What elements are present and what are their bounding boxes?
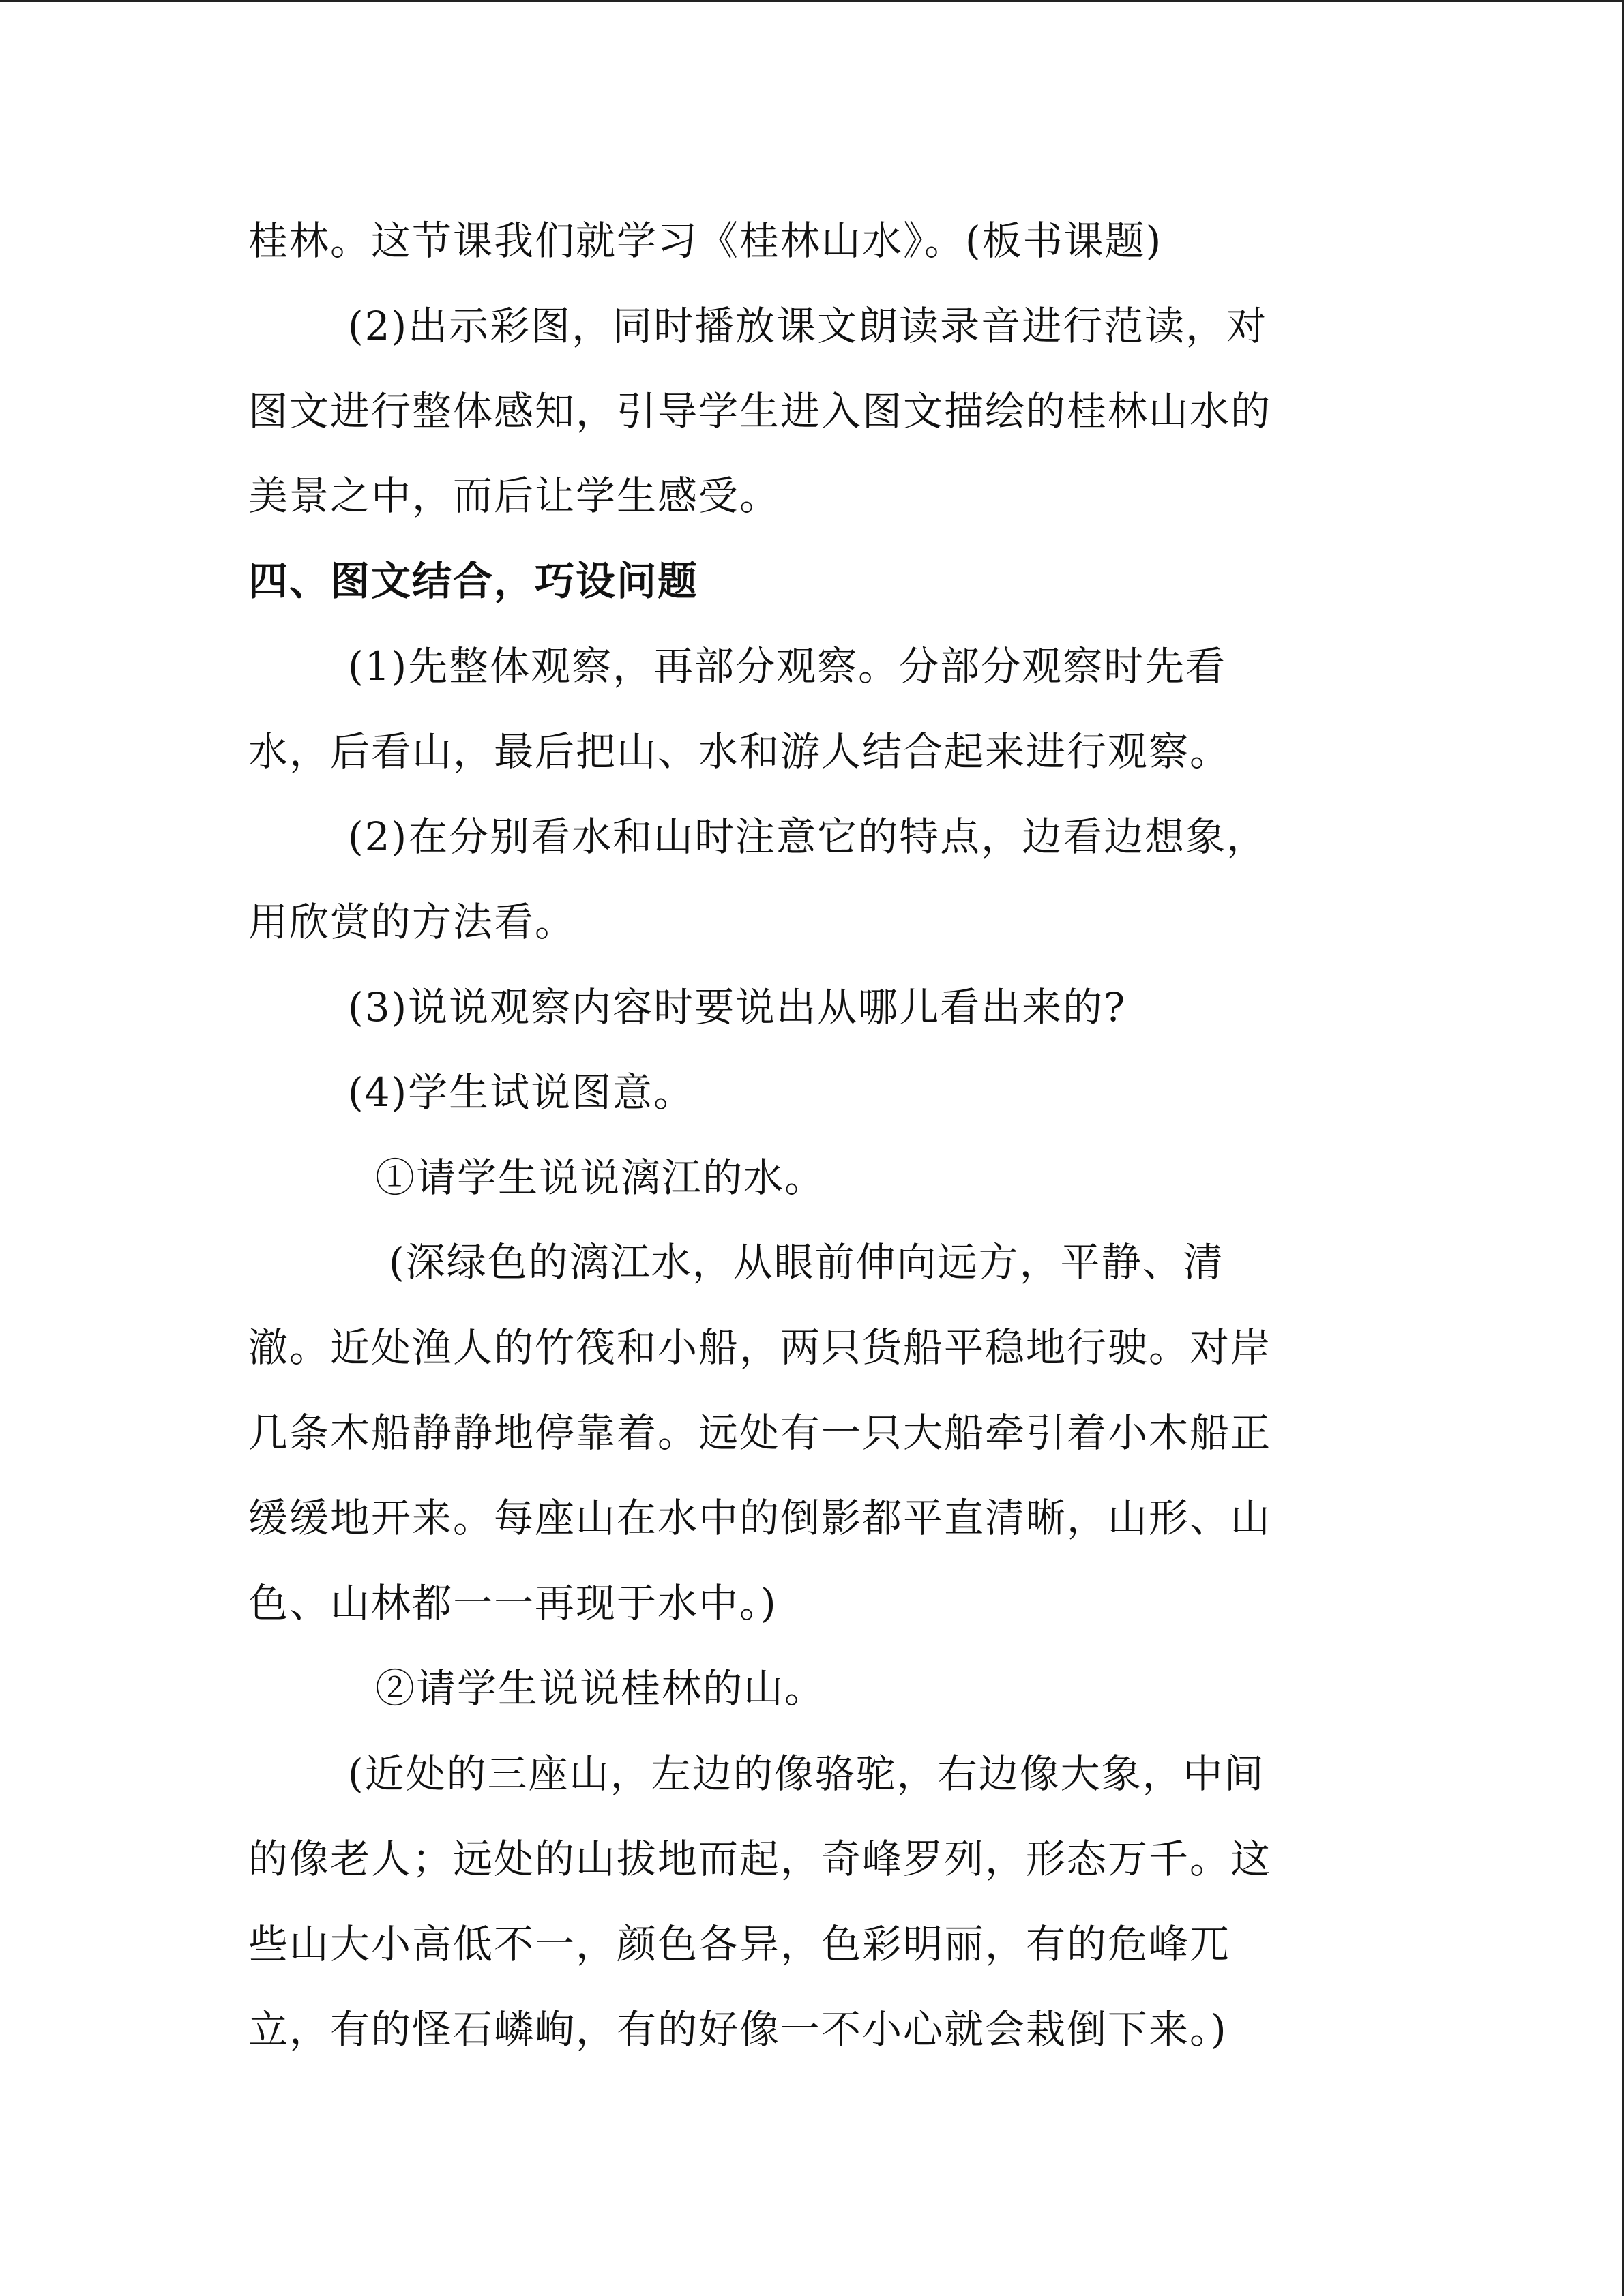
text-line: (2)出示彩图，同时播放课文朗读录音进行范读，对 (348, 303, 1268, 349)
text-line: (近处的三座山，左边的像骆驼，右边像大象，中间 (348, 1750, 1265, 1797)
text-line: (3)说说观察内容时要说出从哪儿看出来的? (348, 984, 1127, 1030)
section-heading: 四、图文结合，巧设问题 (248, 558, 699, 604)
text-line: 图文进行整体感知，引导学生进入图文描绘的桂林山水的 (248, 388, 1272, 434)
text-line: 几条木船静静地停靠着。远处有一只大船牵引着小木船正 (248, 1410, 1272, 1456)
text-line: (2)在分别看水和山时注意它的特点，边看边想象， (348, 814, 1268, 860)
text-line: (4)学生试说图意。 (348, 1069, 695, 1116)
text-line: ②请学生说说桂林的山。 (375, 1665, 826, 1712)
text-line: 水，后看山，最后把山、水和游人结合起来进行观察。 (248, 728, 1231, 775)
text-line: 美景之中，而后让学生感受。 (248, 473, 781, 519)
text-line: 桂林。这节课我们就学习《桂林山水》。(板书课题) (248, 218, 1163, 264)
text-line: (深绿色的漓江水，从眼前伸向远方，平静、清 (389, 1239, 1224, 1285)
text-line: 用欣赏的方法看。 (248, 899, 576, 945)
text-line: 缓缓地开来。每座山在水中的倒影都平直清晰，山形、山 (248, 1495, 1272, 1541)
text-line: (1)先整体观察，再部分观察。分部分观察时先看 (348, 643, 1227, 689)
text-line: 色、山林都一一再现于水中。) (248, 1580, 778, 1626)
text-line: ①请学生说说漓江的水。 (375, 1154, 826, 1201)
text-line: 的像老人；远处的山拔地而起，奇峰罗列，形态万千。这 (248, 1836, 1272, 1882)
text-line: 些山大小高低不一，颜色各异，色彩明丽，有的危峰兀 (248, 1921, 1231, 1967)
text-line: 澈。近处渔人的竹筏和小船，两只货船平稳地行驶。对岸 (248, 1324, 1272, 1371)
text-line: 立，有的怪石嶙峋，有的好像一不小心就会栽倒下来。) (248, 2006, 1228, 2053)
